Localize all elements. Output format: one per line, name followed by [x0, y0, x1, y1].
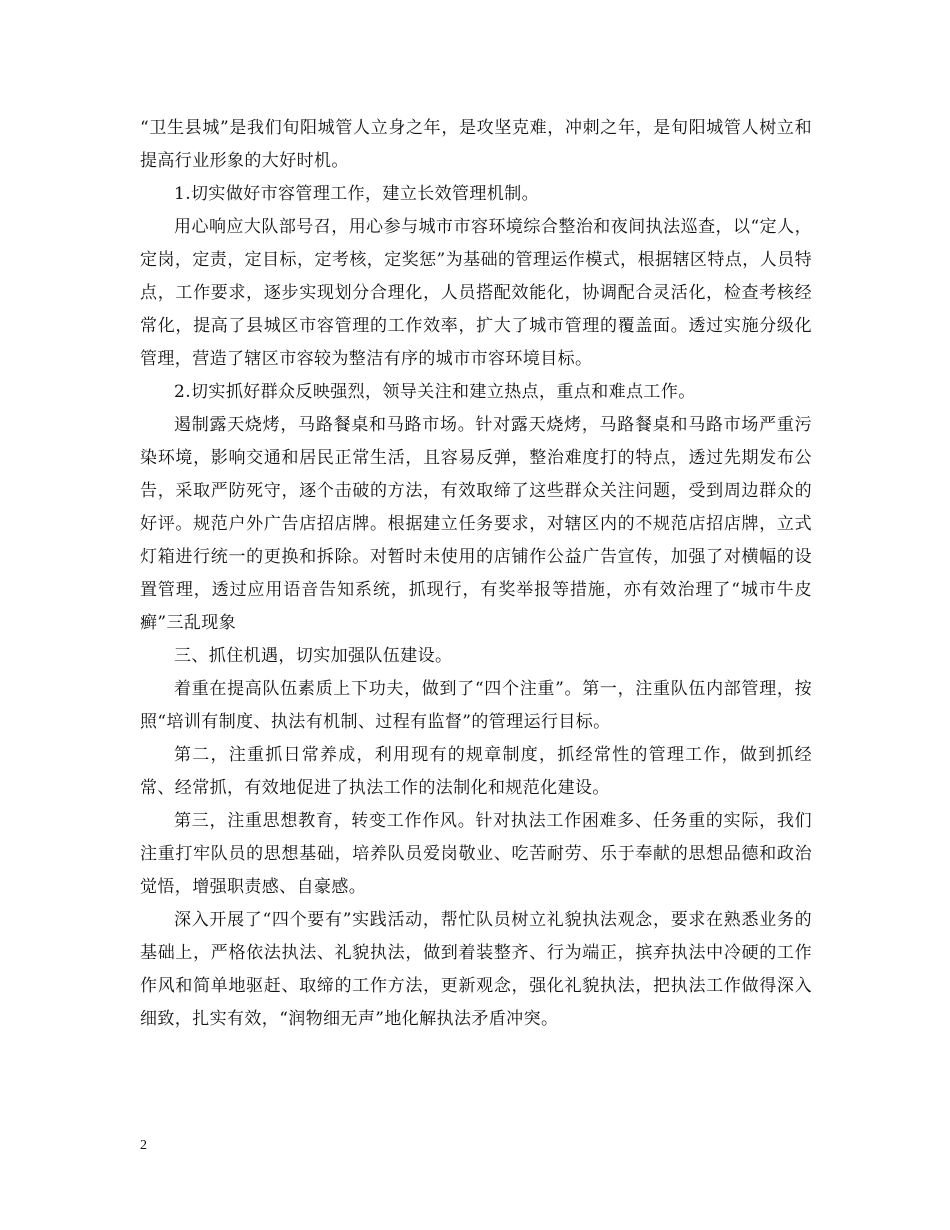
- paragraph-2: 用心响应大队部号召，用心参与城市市容环境综合整治和夜间执法巡查，以“定人，定岗，定责，定目标，定考核，定奖惩”为基础的管理运作模式，根据辖区特点，人员特点，工作要求，逐步实现划分合理化，人员搭配效能化，协调配合灵活化，检查考核经常化，提高了县城区市容管理的工作效率，扩大了城市管理的覆盖面。透过实施分级化管理，营造了辖区市容较为整洁有序的城市市容环境目标。: [140, 217, 812, 369]
- paragraph-3: 2.切实抓好群众反映强烈，领导关注和建立热点，重点和难点工作。: [174, 382, 696, 402]
- paragraph-9: 深入开展了“四个要有”实践活动，帮忙队员树立礼貌执法观念，要求在熟悉业务的基础上，严格依法执法、礼貌执法，做到着装整齐、行为端正，摈弃执法中冷硬的工作作风和简单地驱赶、取缔的工作方法，更新观念，强化礼貌执法，把执法工作做得深入细致，扎实有效，“润物细无声”地化解执法矛盾冲突。: [140, 910, 812, 1029]
- document-body: [140, 112, 812, 1036]
- paragraph-1: 1.切实做好市容管理工作，建立长效管理机制。: [174, 184, 540, 204]
- paragraph-6: 着重在提高队伍素质上下功夫，做到了“四个注重”。第一，注重队伍内部管理，按照“培训有制度、执法有机制、过程有监督”的管理运行目标。: [140, 679, 812, 732]
- paragraph-0: “卫生县城”是我们旬阳城管人立身之年，是攻坚克难，冲刺之年，是旬阳城管人树立和提高行业形象的大好时机。: [140, 118, 812, 171]
- page-number: 2: [140, 1138, 147, 1153]
- paragraph-5: 三、抓住机遇，切实加强队伍建设。: [174, 646, 453, 666]
- paragraph-8: 第三，注重思想教育，转变工作作风。针对执法工作困难多、任务重的实际，我们注重打牢队员的思想基础，培养队员爱岗敬业、吃苦耐劳、乐于奉献的思想品德和政治觉悟，增强职责感、自豪感。: [140, 811, 812, 897]
- paragraph-4: 遏制露天烧烤，马路餐桌和马路市场。针对露天烧烤，马路餐桌和马路市场严重污染环境，影响交通和居民正常生活，且容易反弹，整治难度打的特点，透过先期发布公告，采取严防死守，逐个击破的方法，有效取缔了这些群众关注问题，受到周边群众的好评。规范户外广告店招店牌。根据建立任务要求，对辖区内的不规范店招店牌，立式灯箱进行统一的更换和拆除。对暂时未使用的店铺作公益广告宣传，加强了对横幅的设置管理，透过应用语音告知系统，抓现行，有奖举报等措施，亦有效治理了“城市牛皮癣”三乱现象: [140, 415, 812, 633]
- paragraph-7: 第二，注重抓日常养成，利用现有的规章制度，抓经常性的管理工作，做到抓经常、经常抓，有效地促进了执法工作的法制化和规范化建设。: [140, 745, 812, 798]
